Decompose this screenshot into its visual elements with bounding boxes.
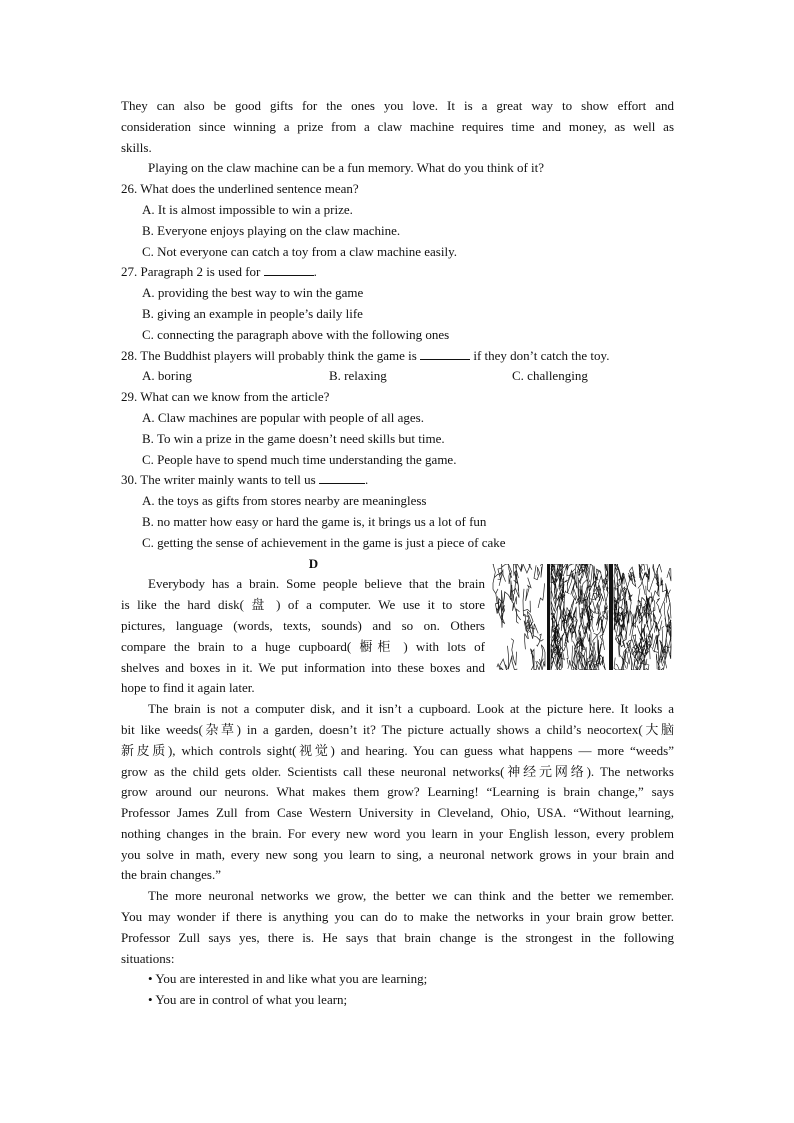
q26-option-a: A. It is almost impossible to win a prize. [142, 201, 353, 217]
intro-paragraph-2: Playing on the claw machine can be a fun memory. What do you think of it? [148, 160, 545, 176]
q30-option-a: A. the toys as gifts from stores nearby are meaningless [142, 493, 427, 509]
q26-option-c: C. Not everyone can catch a toy from a claw machine easily. [142, 243, 457, 259]
q27-option-c: C. connecting the paragraph above with the following ones [142, 326, 450, 342]
q28-options [121, 366, 674, 387]
q30-stem-end: . [364, 472, 369, 488]
question-26: 26. What does the underlined sentence mean? [121, 181, 359, 197]
q27-stem: 27. Paragraph 2 is used for [121, 264, 261, 280]
question-29: 29. What can we know from the article? [121, 389, 330, 405]
bullet-item: • You are in control of what you learn; [148, 992, 348, 1008]
q28-option-c: C. challenging [512, 368, 588, 384]
q27-option-b: B. giving an example in people’s daily life [142, 305, 363, 321]
q29-option-b: B. To win a prize in the game doesn’t need skills but time. [142, 430, 445, 446]
d-p1-line: compare the brain to a huge cupboard( 橱柜 ) with lots of [121, 638, 485, 654]
intro-line-1: They can also be good gifts for the ones you love. It is a great way to show effort and [121, 98, 674, 113]
q28-option-a: A. boring [142, 368, 192, 384]
section-title-d: D [308, 555, 319, 571]
q28-option-b: B. relaxing [329, 368, 387, 384]
answer-blank [264, 263, 314, 276]
d-p2-line: Professor James Zull from Case Western University in Cleveland, Ohio, USA. “Without learning, [121, 805, 674, 821]
d-p2-line: nothing changes in the brain. For every new word you learn in your English lesson, every problem [121, 825, 674, 841]
d-p2-line: The brain is not a computer disk, and it isn’t a cupboard. Look at the picture here. It looks a [148, 701, 674, 717]
q27-option-a: A. providing the best way to win the game [142, 285, 364, 301]
question-28 [121, 346, 674, 367]
section-d-paragraph-1 [121, 574, 485, 699]
bullet-item: • You are interested in and like what you are learning; [148, 971, 428, 987]
d-p2-line: you solve in math, every new song you learn to sing, a neuronal network grows in your brain and [121, 846, 674, 862]
question-30 [121, 470, 674, 491]
d-p3-line: situations: [121, 950, 175, 966]
q28-stem: 28. The Buddhist players will probably think the game is [121, 347, 417, 363]
d-p1-line: pictures, language (words, texts, sounds) and so on. Others [121, 617, 485, 633]
q27-stem-end: . [313, 264, 317, 280]
intro-line-3: skills. [121, 139, 152, 155]
d-p3-line: The more neuronal networks we grow, the better we can think and the better we remember. [148, 888, 674, 904]
d-p1-line: shelves and boxes in it. We put information into these boxes and [121, 659, 485, 675]
neocortex-illustration [491, 564, 673, 670]
d-p2-line: grow around our neurons. What makes them grow? Learning! “Learning is brain change,” says [121, 784, 674, 800]
q26-option-b: B. Everyone enjoys playing on the claw machine. [142, 222, 401, 238]
answer-blank [319, 471, 365, 484]
intro-line-2: consideration since winning a prize from a claw machine requires time and money, as well as [121, 118, 674, 134]
document-page [121, 96, 674, 1011]
d-p3-line: You may wonder if there is anything you can do to make the networks in your brain grow better. [121, 909, 674, 925]
q30-stem: 30. The writer mainly wants to tell us [121, 472, 316, 488]
q30-option-b: B. no matter how easy or hard the game is, it brings us a lot of fun [142, 513, 487, 529]
q29-option-a: A. Claw machines are popular with people of all ages. [142, 409, 424, 425]
answer-blank [420, 347, 470, 360]
d-p1-line: hope to find it again later. [121, 680, 255, 696]
question-27 [121, 262, 674, 283]
section-d-paragraph-3 [121, 886, 674, 969]
d-p1-line: is like the hard disk( 盘 ) of a computer. We use it to store [121, 597, 485, 613]
d-p2-line: the brain changes.” [121, 867, 221, 883]
d-p3-line: Professor Zull says yes, there is. He says that brain change is the strongest in the following [121, 929, 674, 945]
d-p2-line: 新皮质), which controls sight(视觉) and hearing. You can guess what happens — more “weeds” [121, 742, 674, 758]
q30-option-c: C. getting the sense of achievement in the game is just a piece of cake [142, 534, 506, 550]
d-p2-line: grow as the child gets older. Scientists call these neuronal networks(神经元网络). The networks [121, 763, 674, 779]
d-p1-line: Everybody has a brain. Some people believe that the brain [148, 576, 485, 592]
section-d-paragraph-2 [121, 699, 674, 886]
q28-stem-end: if they don’t catch the toy. [473, 347, 610, 363]
q29-option-c: C. People have to spend much time understanding the game. [142, 451, 457, 467]
d-p2-line: bit like weeds(杂草) in a garden, doesn’t it? The picture actually shows a child’s neocortex(大脑 [121, 721, 674, 737]
